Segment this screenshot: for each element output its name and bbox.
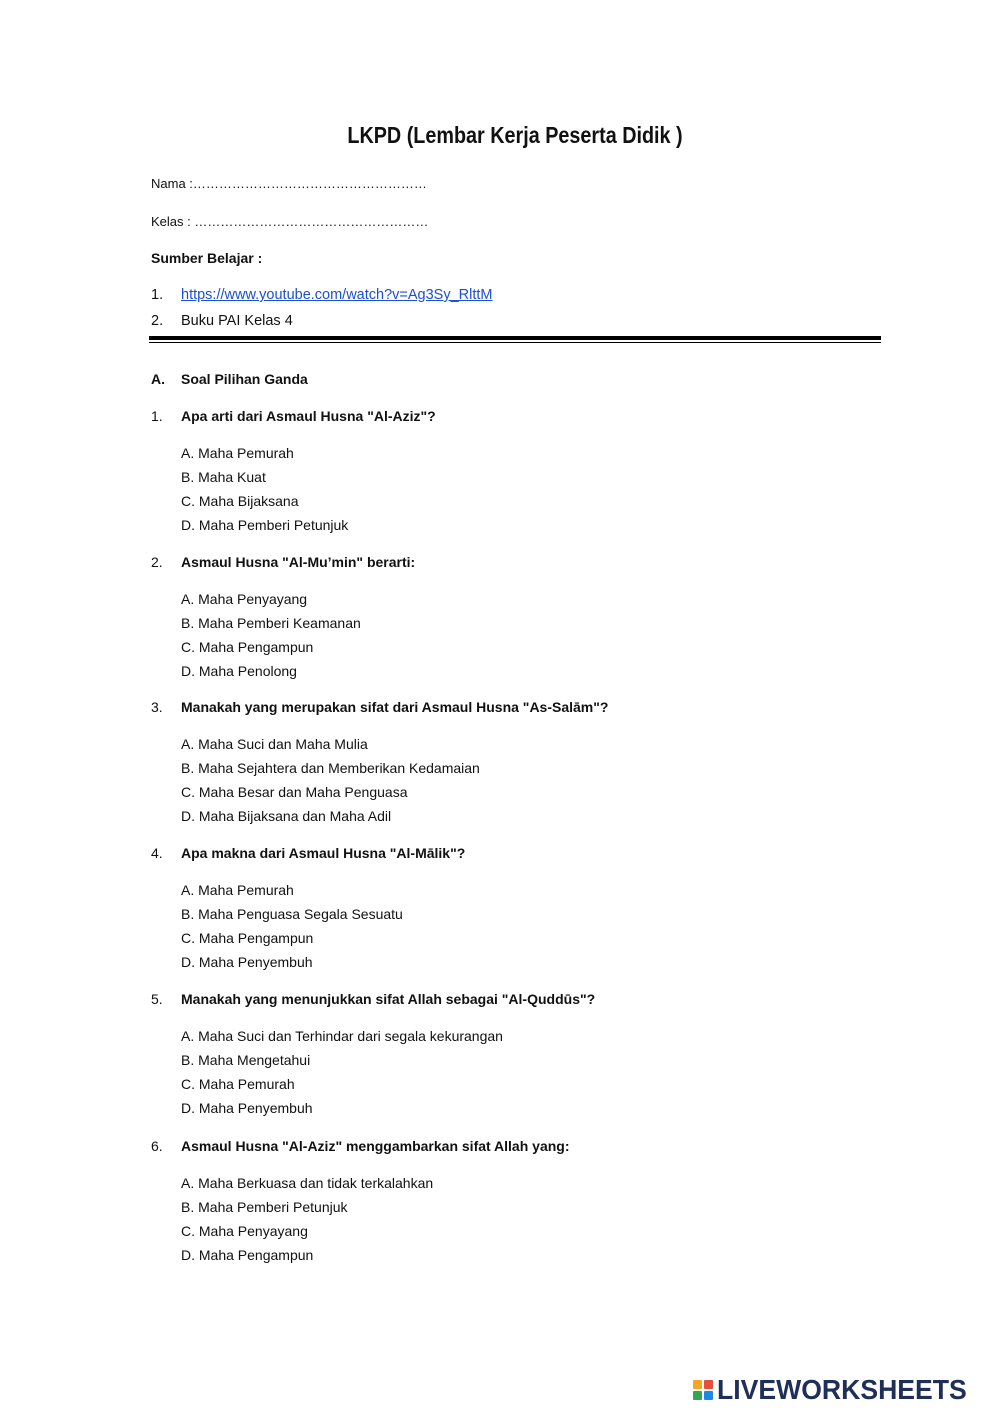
option-a[interactable]: A. Maha Suci dan Terhindar dari segala kekurangan bbox=[181, 1028, 503, 1044]
option-c[interactable]: C. Maha Pengampun bbox=[181, 930, 314, 946]
option-b[interactable]: B. Maha Kuat bbox=[181, 469, 266, 485]
option-b[interactable]: B. Maha Pemberi Petunjuk bbox=[181, 1199, 348, 1215]
question-2 bbox=[151, 554, 415, 686]
option-b[interactable]: B. Maha Pemberi Keamanan bbox=[181, 615, 361, 631]
option-a[interactable]: A. Maha Pemurah bbox=[181, 445, 294, 461]
section-letter: A. bbox=[151, 371, 165, 387]
option-d[interactable]: D. Maha Bijaksana dan Maha Adil bbox=[181, 808, 392, 824]
question-number: 1. bbox=[151, 408, 163, 424]
question-number: 2. bbox=[151, 554, 163, 570]
option-b[interactable]: B. Maha Mengetahui bbox=[181, 1052, 311, 1068]
question-4 bbox=[151, 845, 465, 977]
question-1 bbox=[151, 408, 436, 540]
option-a[interactable]: A. Maha Suci dan Maha Mulia bbox=[181, 736, 368, 752]
section-title: Soal Pilihan Ganda bbox=[181, 371, 308, 387]
question-text: Asmaul Husna "Al-Mu’min" berarti: bbox=[181, 554, 416, 570]
section-heading bbox=[151, 371, 308, 387]
liveworksheets-logo bbox=[693, 1374, 980, 1406]
option-c[interactable]: C. Maha Penyayang bbox=[181, 1223, 308, 1239]
question-text: Apa arti dari Asmaul Husna "Al-Aziz"? bbox=[181, 408, 436, 424]
option-a[interactable]: A. Maha Berkuasa dan tidak terkalahkan bbox=[181, 1175, 434, 1191]
sources-heading: Sumber Belajar : bbox=[151, 250, 263, 266]
question-number: 5. bbox=[151, 991, 163, 1007]
question-text: Manakah yang menunjukkan sifat Allah sebagai "Al-Quddūs"? bbox=[181, 991, 596, 1007]
question-number: 3. bbox=[151, 699, 163, 715]
question-text: Manakah yang merupakan sifat dari Asmaul Husna "As-Salām"? bbox=[181, 699, 609, 715]
source-item-1 bbox=[151, 287, 493, 303]
document-title: LKPD (Lembar Kerja Peserta Didik ) bbox=[347, 122, 683, 148]
question-text: Apa makna dari Asmaul Husna "Al-Mālik"? bbox=[181, 845, 466, 861]
option-c[interactable]: C. Maha Pengampun bbox=[181, 639, 314, 655]
question-number: 6. bbox=[151, 1138, 163, 1154]
option-d[interactable]: D. Maha Pemberi Petunjuk bbox=[181, 517, 349, 533]
source-number: 1. bbox=[151, 287, 164, 303]
source-text: Buku PAI Kelas 4 bbox=[181, 313, 293, 329]
divider-thick bbox=[149, 336, 881, 340]
logo-mark-icon bbox=[693, 1380, 713, 1400]
option-d[interactable]: D. Maha Penyembuh bbox=[181, 1100, 313, 1116]
question-text: Asmaul Husna "Al-Aziz" menggambarkan sifat Allah yang: bbox=[181, 1138, 570, 1154]
option-b[interactable]: B. Maha Penguasa Segala Sesuatu bbox=[181, 906, 403, 922]
option-d[interactable]: D. Maha Penyembuh bbox=[181, 954, 313, 970]
option-c[interactable]: C. Maha Bijaksana bbox=[181, 493, 299, 509]
source-number: 2. bbox=[151, 313, 164, 329]
logo-text: LIVEWORKSHEETS bbox=[717, 1374, 967, 1405]
class-field[interactable]: Kelas : ……………………………………………… bbox=[151, 214, 429, 229]
option-d[interactable]: D. Maha Pengampun bbox=[181, 1247, 314, 1263]
question-5 bbox=[151, 991, 595, 1123]
option-a[interactable]: A. Maha Penyayang bbox=[181, 591, 308, 607]
option-b[interactable]: B. Maha Sejahtera dan Memberikan Kedamaian bbox=[181, 760, 480, 776]
option-c[interactable]: C. Maha Besar dan Maha Penguasa bbox=[181, 784, 408, 800]
source-item-2 bbox=[151, 313, 293, 329]
name-field[interactable]: Nama :……………………………………………… bbox=[151, 176, 427, 191]
question-3 bbox=[151, 699, 608, 831]
option-d[interactable]: D. Maha Penolong bbox=[181, 663, 297, 679]
question-6 bbox=[151, 1138, 570, 1270]
option-c[interactable]: C. Maha Pemurah bbox=[181, 1076, 295, 1092]
divider-thin bbox=[149, 342, 881, 343]
question-number: 4. bbox=[151, 845, 163, 861]
option-a[interactable]: A. Maha Pemurah bbox=[181, 882, 294, 898]
youtube-link[interactable]: https://www.youtube.com/watch?v=Ag3Sy_RlttM bbox=[181, 287, 493, 303]
